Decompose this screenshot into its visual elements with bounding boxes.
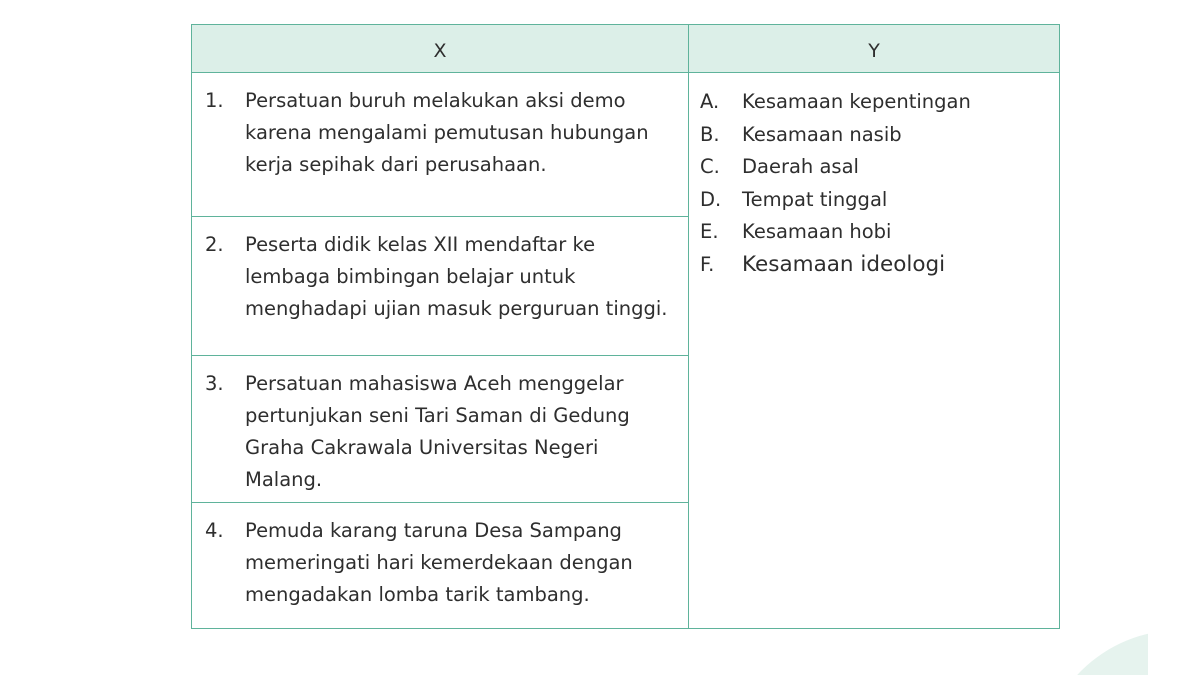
option-item-f <box>700 249 1051 282</box>
option-item-d <box>700 184 1051 217</box>
option-item-e <box>700 216 1051 249</box>
option-letter: F. <box>700 252 715 276</box>
option-item-b <box>700 119 1051 152</box>
option-text: Kesamaan ideologi <box>742 251 946 277</box>
column-x <box>192 73 689 628</box>
statement-item-1 <box>192 73 688 217</box>
option-text: Daerah asal <box>742 155 859 178</box>
statement-item-3 <box>192 356 688 503</box>
option-letter: D. <box>700 187 722 211</box>
option-text: Kesamaan hobi <box>742 220 892 243</box>
matching-table <box>191 24 1060 629</box>
statement-text: Peserta didik kelas XII mendaftar ke lembaga bimbingan belajar untuk menghadapi ujian masuk perguruan tinggi. <box>245 233 668 320</box>
option-letter: E. <box>700 220 719 243</box>
column-y <box>689 73 1059 628</box>
option-letter: B. <box>700 122 720 146</box>
statement-number: 2. <box>205 233 224 256</box>
statement-item-4 <box>192 503 688 628</box>
option-letter: C. <box>700 155 720 178</box>
option-letter: A. <box>700 90 720 113</box>
statement-item-2 <box>192 217 688 356</box>
option-item-a <box>700 86 1051 119</box>
table-header <box>192 25 1059 73</box>
statement-number: 4. <box>205 519 224 542</box>
option-text: Kesamaan nasib <box>742 122 902 146</box>
table-body <box>192 73 1059 628</box>
statement-text: Persatuan mahasiswa Aceh menggelar pertunjukan seni Tari Saman di Gedung Graha Cakrawala Universitas Negeri Malang. <box>245 372 630 491</box>
column-y-header: Y <box>868 39 880 62</box>
column-x-header: X <box>192 25 689 72</box>
option-text: Tempat tinggal <box>742 187 888 211</box>
statement-text: Pemuda karang taruna Desa Sampang memeringati hari kemerdekaan dengan mengadakan lomba tarik tambang. <box>245 519 633 606</box>
statement-number: 1. <box>205 89 224 112</box>
option-item-c <box>700 151 1051 184</box>
decorative-mask <box>1148 600 1200 675</box>
statement-number: 3. <box>205 372 224 395</box>
statement-text: Persatuan buruh melakukan aksi demo karena mengalami pemutusan hubungan kerja sepihak dari perusahaan. <box>245 89 649 176</box>
option-text: Kesamaan kepentingan <box>742 90 971 113</box>
